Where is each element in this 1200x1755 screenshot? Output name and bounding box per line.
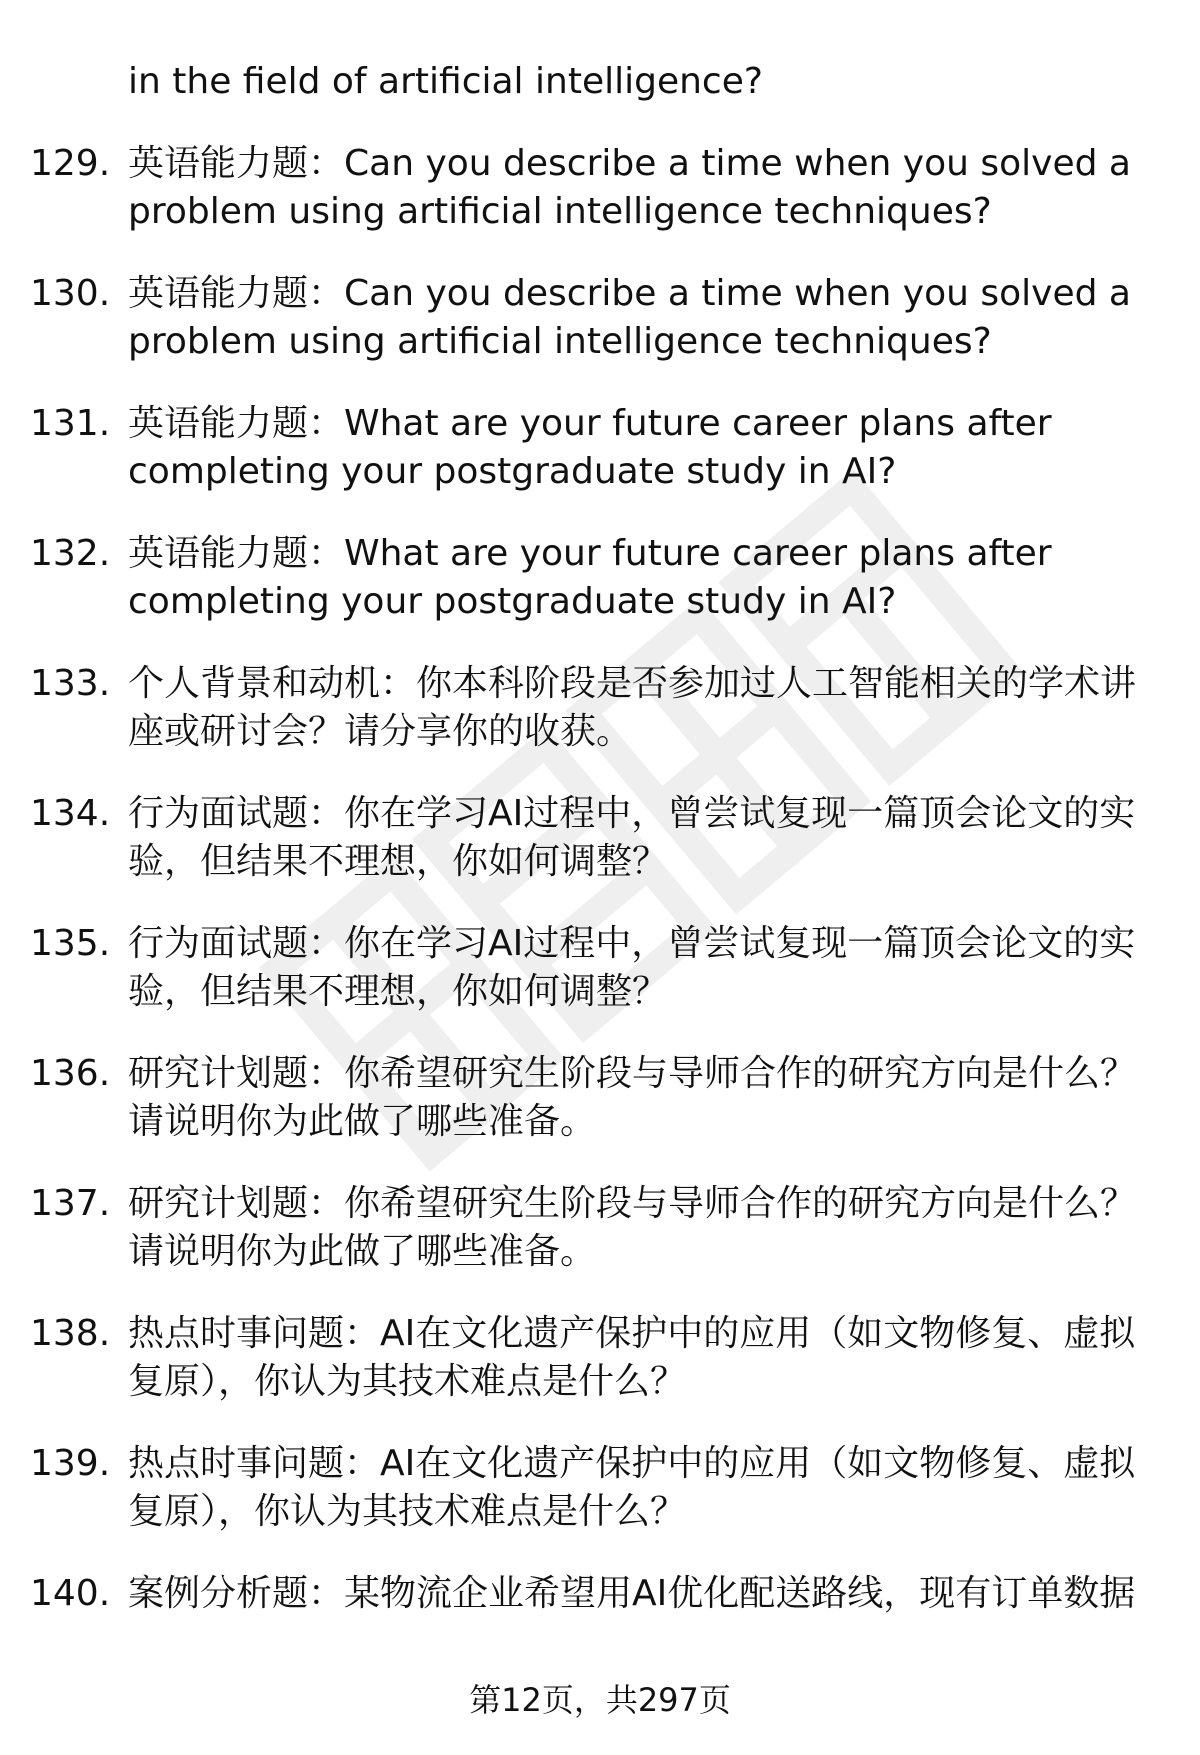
- question-text: 案例分析题：某物流企业希望用AI优化配送路线，现有订单数据: [128, 1573, 1136, 1614]
- list-item: [0, 530, 1200, 626]
- question-number: 136.: [30, 1053, 111, 1094]
- question-text: 热点时事问题：AI在文化遗产保护中的应用（如文物修复、虚拟复原），你认为其技术难点是什么？: [128, 1313, 1136, 1402]
- question-number: 130.: [30, 273, 111, 314]
- question-text: 英语能力题：Can you describe a time when you solved a problem using artificial intelligence techniques?: [128, 143, 1131, 232]
- list-item: [0, 140, 1200, 236]
- question-number: 135.: [30, 923, 111, 964]
- list-item: [0, 920, 1200, 1016]
- question-number: 137.: [30, 1183, 111, 1224]
- question-number: 131.: [30, 403, 111, 444]
- question-number: 133.: [30, 663, 111, 704]
- list-item: [0, 790, 1200, 886]
- question-number: 129.: [30, 143, 111, 184]
- question-number: 132.: [30, 533, 111, 574]
- list-item: [0, 1440, 1200, 1536]
- question-text: 个人背景和动机：你本科阶段是否参加过人工智能相关的学术讲座或研讨会？请分享你的收获。: [128, 663, 1137, 752]
- list-item: [0, 1180, 1200, 1276]
- continuation-text: in the field of artificial intelligence?: [128, 61, 763, 102]
- question-number: 140.: [30, 1573, 111, 1614]
- list-item: [0, 1050, 1200, 1146]
- list-item: [0, 1570, 1200, 1618]
- question-text: 热点时事问题：AI在文化遗产保护中的应用（如文物修复、虚拟复原），你认为其技术难点是什么？: [128, 1443, 1136, 1532]
- page-footer: 第12页，共297页: [469, 1681, 731, 1719]
- question-text: 英语能力题：What are your future career plans after completing your postgraduate study in AI?: [128, 403, 1052, 492]
- list-item: [0, 1310, 1200, 1406]
- list-item: [0, 660, 1200, 756]
- question-text: 行为面试题：你在学习AI过程中，曾尝试复现一篇顶会论文的实验，但结果不理想，你如何调整？: [128, 923, 1136, 1012]
- question-text: 行为面试题：你在学习AI过程中，曾尝试复现一篇顶会论文的实验，但结果不理想，你如何调整？: [128, 793, 1136, 882]
- list-item: [0, 270, 1200, 366]
- question-text: 英语能力题：What are your future career plans after completing your postgraduate study in AI?: [128, 533, 1052, 622]
- question-number: 134.: [30, 793, 111, 834]
- question-text: 英语能力题：Can you describe a time when you solved a problem using artificial intelligence techniques?: [128, 273, 1131, 362]
- question-number: 139.: [30, 1443, 111, 1484]
- question-list: [0, 140, 1200, 1652]
- question-text: 研究计划题：你希望研究生阶段与导师合作的研究方向是什么？请说明你为此做了哪些准备。: [128, 1053, 1137, 1142]
- question-number: 138.: [30, 1313, 111, 1354]
- list-item: [0, 400, 1200, 496]
- question-text: 研究计划题：你希望研究生阶段与导师合作的研究方向是什么？请说明你为此做了哪些准备。: [128, 1183, 1137, 1272]
